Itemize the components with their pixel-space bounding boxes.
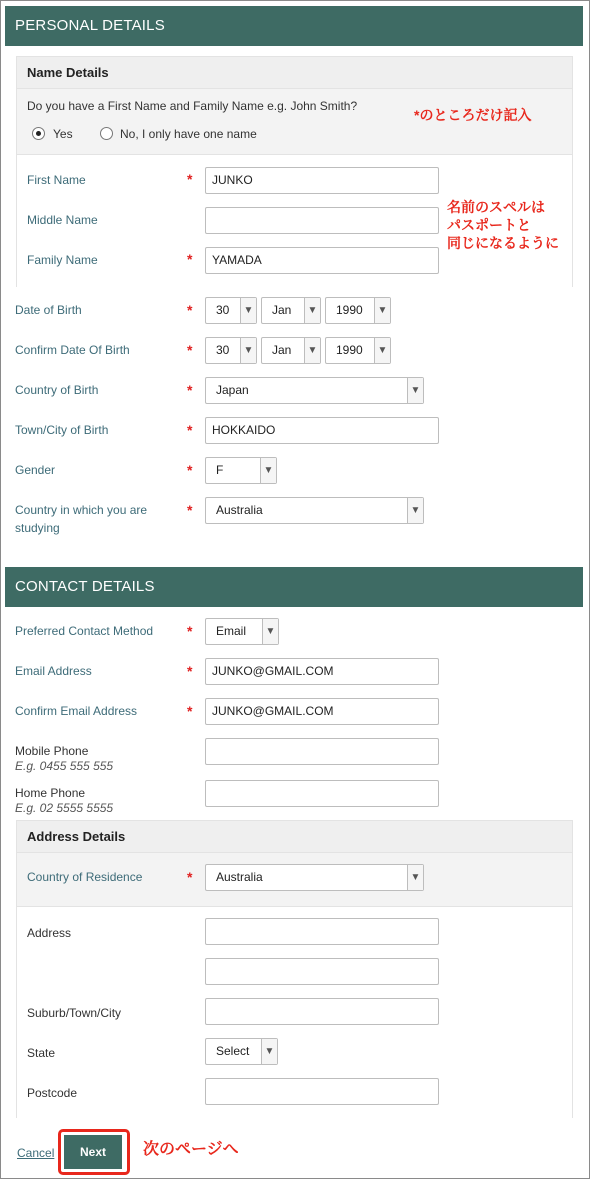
mobile-phone-hint: E.g. 0455 555 555 (15, 759, 114, 773)
gender-value: F (216, 463, 224, 477)
confirm-dob-month-select[interactable] (261, 337, 321, 364)
next-page-note: 次のページへ (143, 1141, 239, 1158)
study-country-value: Australia (216, 503, 263, 517)
radio-no[interactable] (100, 127, 113, 140)
country-of-birth-label: Country of Birth (15, 383, 99, 397)
required-note: *のところだけ記入 (414, 107, 532, 123)
address-line1-input[interactable] (205, 918, 439, 945)
confirm-dob-year-value: 1990 (336, 343, 363, 357)
required-star: * (187, 302, 193, 318)
dob-label: Date of Birth (15, 303, 82, 317)
postcode-input[interactable] (205, 1078, 439, 1105)
chevron-down-icon: ▼ (240, 298, 256, 323)
next-button[interactable]: Next (64, 1135, 122, 1169)
radio-yes[interactable] (32, 127, 45, 140)
spelling-note-line2: パスポートと (447, 217, 531, 233)
contact-details-header: CONTACT DETAILS (5, 567, 583, 607)
email-input[interactable]: JUNKO@GMAIL.COM (205, 658, 439, 685)
state-select[interactable] (205, 1038, 278, 1065)
chevron-down-icon: ▼ (240, 338, 256, 363)
residence-select[interactable] (205, 864, 424, 891)
chevron-down-icon: ▼ (262, 619, 278, 644)
family-name-input[interactable]: YAMADA (205, 247, 439, 274)
address-line2-input[interactable] (205, 958, 439, 985)
chevron-down-icon: ▼ (374, 338, 390, 363)
country-of-birth-value: Japan (216, 383, 249, 397)
radio-yes-label: Yes (53, 127, 73, 141)
state-label: State (27, 1046, 56, 1060)
required-star: * (187, 623, 193, 639)
required-star: * (187, 663, 193, 679)
study-country-label-line2: studying (15, 521, 60, 535)
required-star: * (187, 251, 193, 267)
first-name-label: First Name (27, 173, 86, 187)
study-country-select[interactable] (205, 497, 424, 524)
contact-method-value: Email (216, 624, 247, 638)
dob-year-value: 1990 (336, 303, 363, 317)
chevron-down-icon: ▼ (260, 458, 276, 483)
name-question: Do you have a First Name and Family Name e.g. John Smith? (27, 99, 358, 113)
middle-name-input[interactable] (205, 207, 439, 234)
confirm-dob-day-value: 30 (216, 343, 230, 357)
postcode-label: Postcode (27, 1086, 78, 1100)
spelling-note-line1: 名前のスペルは (447, 199, 545, 215)
residence-label: Country of Residence (27, 870, 143, 884)
email-label: Email Address (15, 664, 92, 678)
address-details-panel (16, 820, 573, 1118)
address-fields-area (17, 906, 572, 1118)
cancel-link[interactable]: Cancel (17, 1146, 55, 1160)
confirm-dob-month-value: Jan (272, 343, 292, 357)
home-phone-input[interactable] (205, 780, 439, 807)
dob-day-select[interactable] (205, 297, 257, 324)
state-value: Select (216, 1044, 250, 1058)
study-country-label-line1: Country in which you are (15, 503, 148, 517)
required-star: * (187, 502, 193, 518)
suburb-label: Suburb/Town/City (27, 1006, 122, 1020)
chevron-down-icon: ▼ (407, 865, 423, 890)
dob-month-value: Jan (272, 303, 292, 317)
required-star: * (187, 382, 193, 398)
chevron-down-icon: ▼ (407, 378, 423, 403)
family-name-label: Family Name (27, 253, 98, 267)
required-star: * (187, 869, 193, 885)
required-star: * (187, 422, 193, 438)
address-label: Address (27, 926, 72, 940)
mobile-phone-label: Mobile Phone (15, 744, 89, 758)
dob-day-value: 30 (216, 303, 230, 317)
confirm-dob-label: Confirm Date Of Birth (15, 343, 130, 357)
spelling-note-line3: 同じになるように (447, 235, 559, 251)
town-of-birth-input[interactable]: HOKKAIDO (205, 417, 439, 444)
residence-value: Australia (216, 870, 263, 884)
dob-year-select[interactable] (325, 297, 391, 324)
name-details-title: Name Details (17, 57, 572, 89)
contact-method-select[interactable] (205, 618, 279, 645)
country-of-birth-select[interactable] (205, 377, 424, 404)
dob-month-select[interactable] (261, 297, 321, 324)
contact-method-label: Preferred Contact Method (15, 624, 154, 638)
personal-details-header: PERSONAL DETAILS (5, 6, 583, 46)
suburb-input[interactable] (205, 998, 439, 1025)
address-details-title: Address Details (17, 821, 572, 853)
home-phone-hint: E.g. 02 5555 5555 (15, 801, 114, 815)
chevron-down-icon: ▼ (374, 298, 390, 323)
confirm-dob-day-select[interactable] (205, 337, 257, 364)
chevron-down-icon: ▼ (304, 338, 320, 363)
chevron-down-icon: ▼ (261, 1039, 277, 1064)
middle-name-label: Middle Name (27, 213, 98, 227)
required-star: * (187, 171, 193, 187)
confirm-dob-year-select[interactable] (325, 337, 391, 364)
first-name-input[interactable]: JUNKO (205, 167, 439, 194)
mobile-phone-input[interactable] (205, 738, 439, 765)
chevron-down-icon: ▼ (407, 498, 423, 523)
home-phone-label: Home Phone (15, 786, 86, 800)
required-star: * (187, 342, 193, 358)
gender-label: Gender (15, 463, 56, 477)
gender-select[interactable] (205, 457, 277, 484)
required-star: * (187, 462, 193, 478)
confirm-email-label: Confirm Email Address (15, 704, 138, 718)
confirm-email-input[interactable]: JUNKO@GMAIL.COM (205, 698, 439, 725)
chevron-down-icon: ▼ (304, 298, 320, 323)
required-star: * (187, 703, 193, 719)
town-of-birth-label: Town/City of Birth (15, 423, 109, 437)
radio-no-label: No, I only have one name (120, 127, 257, 141)
